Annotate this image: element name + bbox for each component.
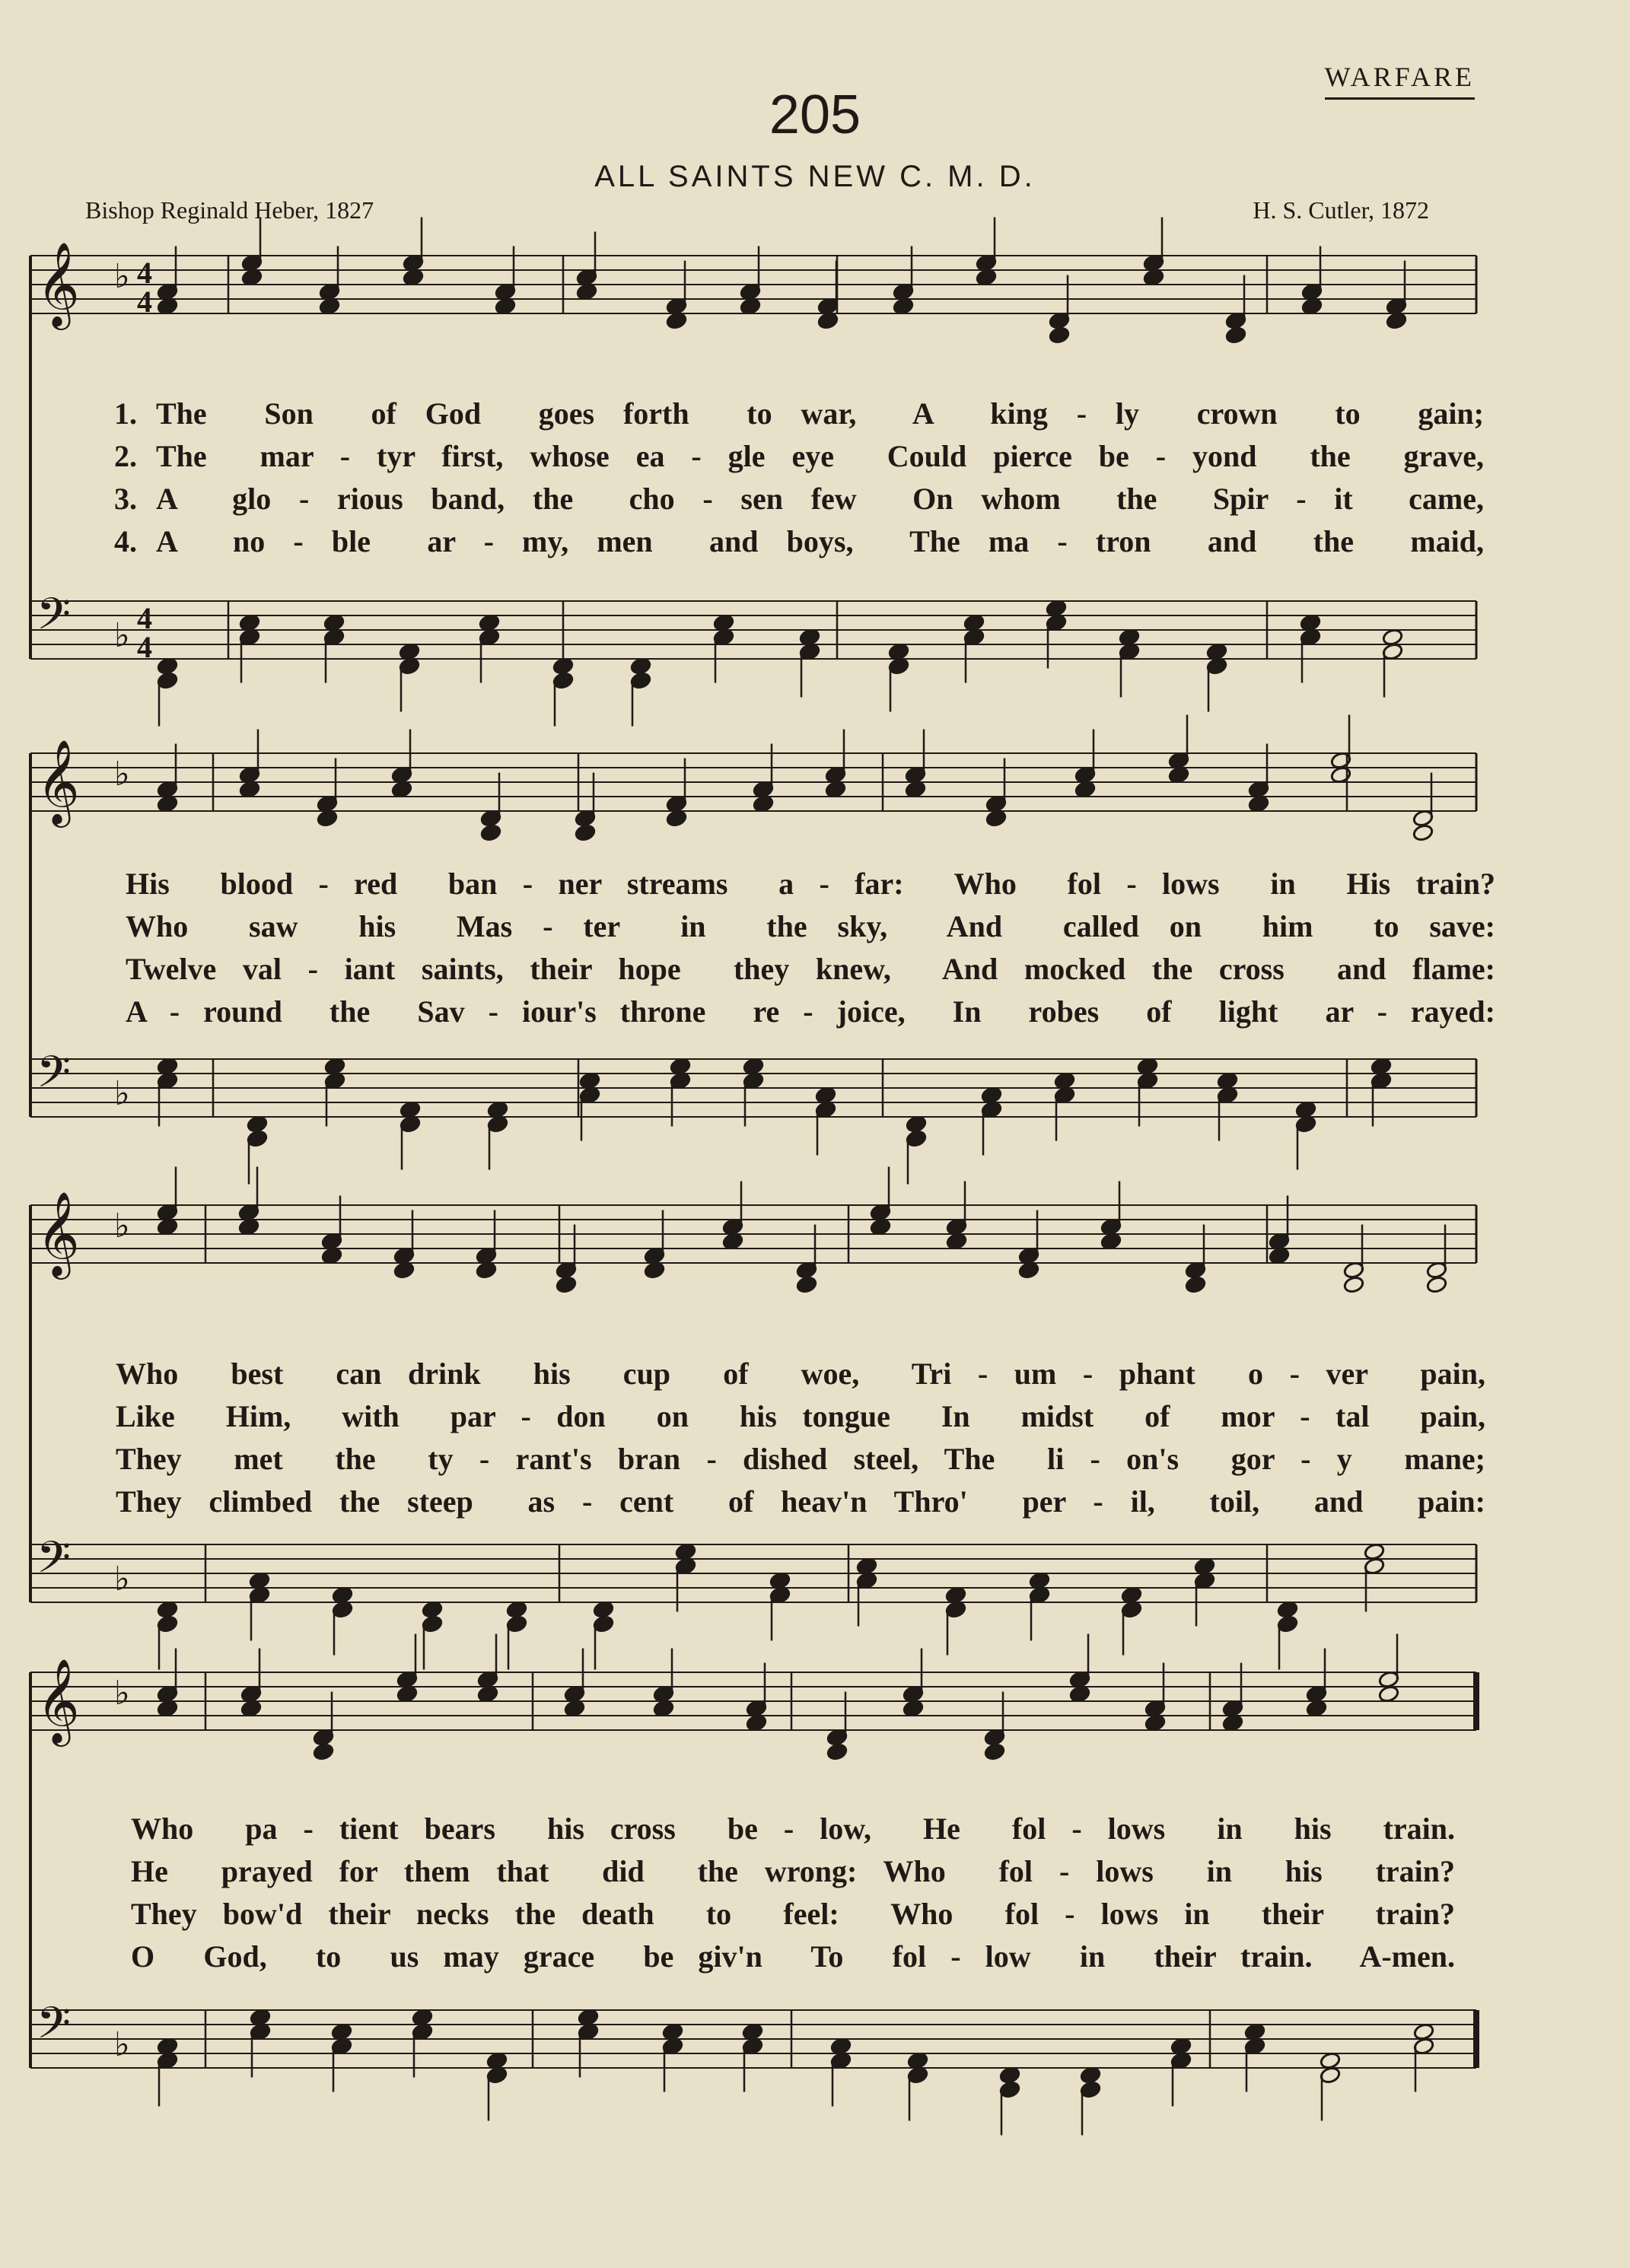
treble-clef: 𝄞 [37, 1658, 80, 1743]
note-head [670, 1057, 691, 1075]
note-head [799, 628, 820, 646]
note-head [1306, 1699, 1327, 1717]
note-head [1145, 1713, 1166, 1732]
time-signature-bottom: 4 [137, 285, 152, 319]
note-head [506, 1600, 527, 1618]
note-head [575, 823, 596, 841]
key-signature-flat: ♭ [114, 1207, 130, 1245]
tune-name: ALL SAINTS NEW C. M. D. [594, 160, 1036, 193]
lyric-text: A glo - rious band, the cho - sen few On whom the Spir - it came, [156, 482, 1484, 516]
note-head [319, 297, 340, 315]
author-credit: Bishop Reginald Heber, 1827 [85, 196, 374, 224]
key-signature-flat: ♭ [114, 1560, 130, 1598]
note-head [1244, 2022, 1265, 2041]
note-head [579, 1071, 600, 1089]
note-head [985, 809, 1007, 827]
key-signature-flat: ♭ [114, 755, 130, 794]
bass-clef: 𝄢 [37, 1997, 72, 2060]
note-head [870, 1217, 891, 1236]
note-head [1301, 297, 1323, 315]
note-head [1330, 765, 1351, 784]
note-head [1364, 1542, 1385, 1560]
note-head [422, 1600, 443, 1618]
note-head [1277, 1600, 1298, 1618]
note-head [556, 1275, 577, 1293]
note-head [1018, 1261, 1039, 1279]
note-head [1217, 1071, 1238, 1089]
composer-credit: H. S. Cutler, 1872 [1253, 196, 1429, 224]
note-head [1143, 268, 1164, 286]
note-head [1343, 1275, 1364, 1293]
bass-clef: 𝄢 [37, 1532, 72, 1594]
note-head [576, 282, 597, 301]
note-head [903, 1699, 924, 1717]
note-head [403, 268, 424, 286]
note-head [1049, 326, 1070, 344]
note-head [796, 1275, 817, 1293]
note-head [666, 311, 687, 329]
note-head [644, 1261, 665, 1279]
note-head [1426, 1275, 1447, 1293]
note-head [239, 613, 260, 631]
note-head [722, 1232, 743, 1250]
lyric-line [131, 1808, 1455, 1850]
lyric-text: He prayed for them that did the wrong: Who fol - lows in his train? [131, 1854, 1455, 1888]
note-head [825, 780, 846, 798]
note-head [1029, 1571, 1050, 1589]
note-head [399, 642, 420, 660]
note-head [713, 613, 734, 631]
note-head [238, 1217, 259, 1236]
treble-clef: 𝄞 [37, 241, 80, 326]
lyric-line [131, 1936, 1455, 1978]
note-head [817, 311, 839, 329]
section-label: WARFARE [1325, 61, 1475, 100]
lyrics-system-2 [126, 863, 1495, 1033]
note-head [888, 642, 909, 660]
note-head [630, 657, 651, 675]
note-head [830, 2037, 852, 2055]
treble-clef: 𝄞 [37, 1191, 80, 1276]
note-head [477, 1684, 498, 1703]
note-head [666, 809, 687, 827]
lyric-text: Twelve val - iant saints, their hope they knew, And mocked the cross and flame: [126, 952, 1495, 986]
note-head [740, 297, 761, 315]
note-head [552, 657, 574, 675]
note-head [396, 1684, 418, 1703]
lyric-line [116, 1395, 1485, 1438]
note-head [157, 1600, 178, 1618]
lyric-text: A - round the Sav - iour's throne re - joice, In robes of light ar - rayed: [126, 994, 1495, 1029]
lyric-text: The Son of God goes forth to war, A king - ly crown to gain; [156, 396, 1484, 431]
lyric-line [116, 1438, 1485, 1481]
lyric-text: Who pa - tient bears his cross be - low, He fol - lows in his train. [131, 1812, 1455, 1846]
note-head [1371, 1057, 1392, 1075]
note-head [1054, 1071, 1075, 1089]
key-signature-flat: ♭ [114, 2025, 130, 2064]
verse-number: 3. [114, 482, 137, 516]
note-head [1222, 1713, 1243, 1732]
note-head [769, 1571, 791, 1589]
note-head [1074, 780, 1096, 798]
note-head [321, 1246, 342, 1264]
lyric-text: They met the ty - rant's bran - dished steel, The li - on's gor - y mane; [116, 1442, 1485, 1476]
treble-clef: 𝄞 [37, 739, 80, 824]
note-head [743, 1057, 764, 1075]
note-head [981, 1086, 1002, 1104]
note-head [662, 2022, 683, 2041]
note-head [400, 1100, 421, 1118]
lyric-text: A no - ble ar - my, men and boys, The ma - tron and the maid, [156, 524, 1484, 558]
note-head [1080, 2066, 1101, 2084]
note-head [1248, 794, 1269, 813]
time-signature-top: 4 [137, 601, 152, 635]
note-head [1137, 1057, 1158, 1075]
lyric-text: The mar - tyr first, whose ea - gle eye Could pierce be - yond the grave, [156, 439, 1484, 473]
note-head [984, 1742, 1005, 1761]
note-head [323, 613, 345, 631]
note-head [946, 1232, 967, 1250]
note-head [907, 2051, 928, 2069]
lyric-text: They bow'd their necks the death to feel: Who fol - lows in their train? [131, 1897, 1455, 1931]
lyric-line [131, 1893, 1455, 1936]
note-head [479, 613, 500, 631]
note-head [1119, 628, 1140, 646]
note-head [1170, 2037, 1192, 2055]
note-head [1194, 1557, 1215, 1575]
note-head [753, 794, 774, 813]
note-head [815, 1086, 836, 1104]
note-head [963, 613, 985, 631]
note-head [1382, 628, 1403, 646]
note-head [1269, 1246, 1290, 1264]
lyric-line [126, 905, 1495, 948]
note-head [1185, 1275, 1206, 1293]
lyric-text: Who saw his Mas - ter in the sky, And called on him to save: [126, 909, 1495, 943]
note-head [742, 2022, 763, 2041]
note-head [1069, 1684, 1090, 1703]
note-head [976, 268, 997, 286]
note-head [1386, 311, 1407, 329]
note-head [1413, 2022, 1434, 2041]
note-head [324, 1057, 345, 1075]
note-head [1121, 1586, 1142, 1604]
lyric-text: They climbed the steep as - cent of heav'n Thro' per - il, toil, and pain: [116, 1484, 1485, 1519]
note-head [675, 1542, 696, 1560]
note-head [157, 794, 178, 813]
note-head [157, 1057, 178, 1075]
note-head [157, 1699, 178, 1717]
note-head [893, 297, 914, 315]
note-head [1046, 599, 1067, 617]
note-head [412, 2008, 433, 2026]
note-head [495, 297, 516, 315]
note-head [826, 1742, 848, 1761]
lyric-line [131, 1850, 1455, 1893]
note-head [653, 1699, 674, 1717]
note-head [578, 2008, 599, 2026]
note-head [593, 1600, 614, 1618]
key-signature-flat: ♭ [114, 616, 130, 655]
note-head [1168, 765, 1189, 784]
bass-clef: 𝄢 [37, 588, 72, 650]
note-head [247, 1115, 268, 1133]
note-head [1225, 326, 1246, 344]
lyric-text: His blood - red ban - ner streams a - far: Who fol - lows in His train? [126, 867, 1495, 901]
lyric-line [114, 393, 1484, 435]
lyric-line [114, 520, 1484, 563]
note-head [240, 1699, 262, 1717]
note-head [1295, 1100, 1316, 1118]
note-head [905, 780, 926, 798]
note-head [487, 1100, 508, 1118]
key-signature-flat: ♭ [114, 1674, 130, 1713]
verse-number: 4. [114, 524, 137, 558]
note-head [157, 2037, 178, 2055]
key-signature-flat: ♭ [114, 1074, 130, 1113]
lyric-line [126, 863, 1495, 905]
note-head [1206, 642, 1227, 660]
note-head [1412, 823, 1434, 841]
note-head [906, 1115, 927, 1133]
note-head [564, 1699, 585, 1717]
key-signature-flat: ♭ [114, 257, 130, 296]
lyric-line [126, 948, 1495, 991]
note-head [313, 1742, 334, 1761]
note-head [1100, 1232, 1122, 1250]
note-head [1320, 2051, 1341, 2069]
note-head [999, 2066, 1020, 2084]
lyric-text: O God, to us may grace be giv'n To fol - low in their train. A-men. [131, 1939, 1455, 1974]
note-head [480, 823, 501, 841]
note-head [391, 780, 412, 798]
bass-clef: 𝄢 [37, 1046, 72, 1109]
note-head [1300, 613, 1321, 631]
note-head [239, 780, 260, 798]
note-head [945, 1586, 966, 1604]
note-head [332, 1586, 353, 1604]
lyric-line [116, 1353, 1485, 1395]
note-head [157, 657, 178, 675]
note-head [157, 297, 178, 315]
lyric-line [114, 478, 1484, 520]
lyrics-system-1 [114, 393, 1484, 563]
lyric-line [126, 991, 1495, 1033]
lyrics-system-3 [116, 1353, 1485, 1523]
note-head [250, 2008, 271, 2026]
lyric-line [114, 435, 1484, 478]
note-head [476, 1261, 497, 1279]
hymn-number: 205 [769, 84, 861, 145]
note-head [249, 1571, 270, 1589]
time-signature-top: 4 [137, 256, 152, 290]
lyric-text: Like Him, with par - don on his tongue In midst of mor - tal pain, [116, 1399, 1485, 1433]
note-head [486, 2051, 508, 2069]
lyric-line [116, 1481, 1485, 1523]
note-head [393, 1261, 415, 1279]
note-head [241, 268, 263, 286]
time-signature-bottom: 4 [137, 630, 152, 664]
note-head [331, 2022, 352, 2041]
note-head [157, 1217, 178, 1236]
note-head [1378, 1684, 1399, 1703]
note-head [746, 1713, 767, 1732]
lyric-text: Who best can drink his cup of woe, Tri - um - phant o - ver pain, [116, 1357, 1485, 1391]
note-head [317, 809, 338, 827]
note-head [856, 1557, 877, 1575]
verse-number: 1. [114, 396, 137, 431]
verse-number: 2. [114, 439, 137, 473]
lyrics-system-4 [131, 1808, 1455, 1978]
